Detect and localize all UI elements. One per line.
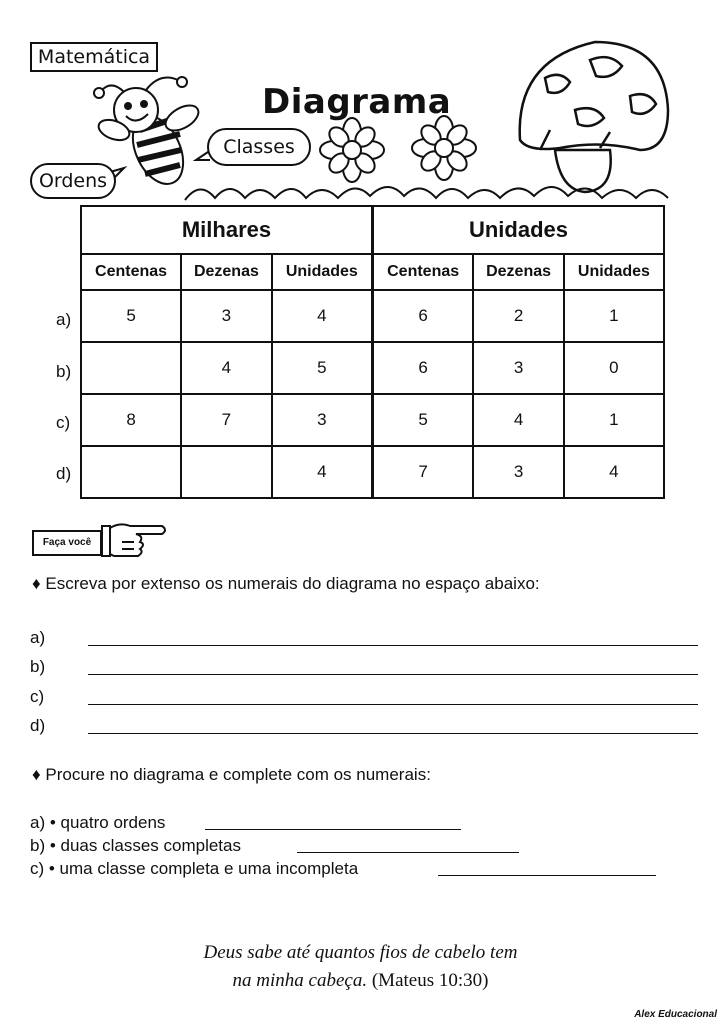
pointing-hand-icon bbox=[100, 516, 170, 566]
order-header: Centenas bbox=[372, 254, 473, 290]
table-cell: 5 bbox=[81, 290, 181, 342]
answer-blank[interactable] bbox=[297, 852, 519, 853]
table-cell: 1 bbox=[564, 394, 664, 446]
bible-quote bbox=[0, 939, 721, 995]
table-cell: 0 bbox=[564, 342, 664, 394]
row-label: b) bbox=[56, 362, 72, 381]
question-item bbox=[30, 836, 241, 858]
table-cell: 3 bbox=[473, 342, 564, 394]
faca-voce-label: Faça você bbox=[32, 530, 102, 556]
answer-line[interactable] bbox=[30, 628, 58, 650]
table-cell: 4 bbox=[473, 394, 564, 446]
table-cell: 5 bbox=[372, 394, 473, 446]
table-row bbox=[81, 446, 664, 498]
order-header: Unidades bbox=[272, 254, 373, 290]
page-title: Diagrama bbox=[262, 82, 452, 122]
answer-label: b) bbox=[30, 657, 46, 676]
place-value-table bbox=[80, 205, 665, 499]
answer-label: d) bbox=[30, 716, 46, 735]
instruction-write: ♦ Escreva por extenso os numerais do diagrama no espaço abaixo: bbox=[32, 574, 540, 593]
table-cell: 3 bbox=[181, 290, 272, 342]
classes-bubble: Classes bbox=[207, 128, 311, 166]
row-label: d) bbox=[56, 464, 72, 483]
question-item bbox=[30, 859, 358, 881]
instruction-find: ♦ Procure no diagrama e complete com os numerais: bbox=[32, 765, 431, 784]
table-row bbox=[81, 394, 664, 446]
answer-blank[interactable] bbox=[438, 875, 656, 876]
table-cell: 6 bbox=[372, 290, 473, 342]
order-header: Unidades bbox=[564, 254, 664, 290]
question-label: a) • quatro ordens bbox=[30, 813, 166, 832]
table-cell: 3 bbox=[473, 446, 564, 498]
order-header: Centenas bbox=[81, 254, 181, 290]
quote-reference: (Mateus 10:30) bbox=[367, 970, 489, 991]
table-cell: 4 bbox=[564, 446, 664, 498]
quote-line-2: na minha cabeça. bbox=[232, 970, 368, 991]
table-cell: 4 bbox=[272, 290, 373, 342]
table-cell: 2 bbox=[473, 290, 564, 342]
order-header: Dezenas bbox=[181, 254, 272, 290]
class-header: Milhares bbox=[81, 206, 372, 254]
answer-line[interactable] bbox=[30, 657, 58, 679]
row-label: c) bbox=[56, 413, 71, 432]
question-item bbox=[30, 813, 165, 835]
subject-label: Matemática bbox=[30, 42, 158, 72]
table-cell: 8 bbox=[81, 394, 181, 446]
table-cell: 7 bbox=[372, 446, 473, 498]
flower-icon bbox=[320, 116, 476, 182]
table-cell: 4 bbox=[181, 342, 272, 394]
class-header: Unidades bbox=[372, 206, 664, 254]
table-row bbox=[81, 290, 664, 342]
publisher-brand: Alex Educacional bbox=[634, 1009, 717, 1020]
table-row bbox=[81, 342, 664, 394]
question-label: b) • duas classes completas bbox=[30, 836, 241, 855]
row-label: a) bbox=[56, 310, 72, 329]
table-cell bbox=[81, 342, 181, 394]
answer-line[interactable] bbox=[30, 716, 58, 738]
table-cell: 1 bbox=[564, 290, 664, 342]
table-cell bbox=[181, 446, 272, 498]
answer-blank[interactable] bbox=[205, 829, 461, 830]
table-cell: 4 bbox=[272, 446, 373, 498]
table-cell: 6 bbox=[372, 342, 473, 394]
table-cell: 5 bbox=[272, 342, 373, 394]
order-header: Dezenas bbox=[473, 254, 564, 290]
mushroom-icon bbox=[520, 42, 668, 192]
quote-line-1: Deus sabe até quantos fios de cabelo tem bbox=[203, 942, 518, 963]
table-cell: 7 bbox=[181, 394, 272, 446]
question-label: c) • uma classe completa e uma incompleta bbox=[30, 859, 359, 878]
ordens-bubble: Ordens bbox=[30, 163, 116, 199]
answer-label: c) bbox=[30, 687, 45, 706]
table-cell bbox=[81, 446, 181, 498]
answer-line[interactable] bbox=[30, 687, 58, 709]
table-cell: 3 bbox=[272, 394, 373, 446]
answer-label: a) bbox=[30, 628, 46, 647]
